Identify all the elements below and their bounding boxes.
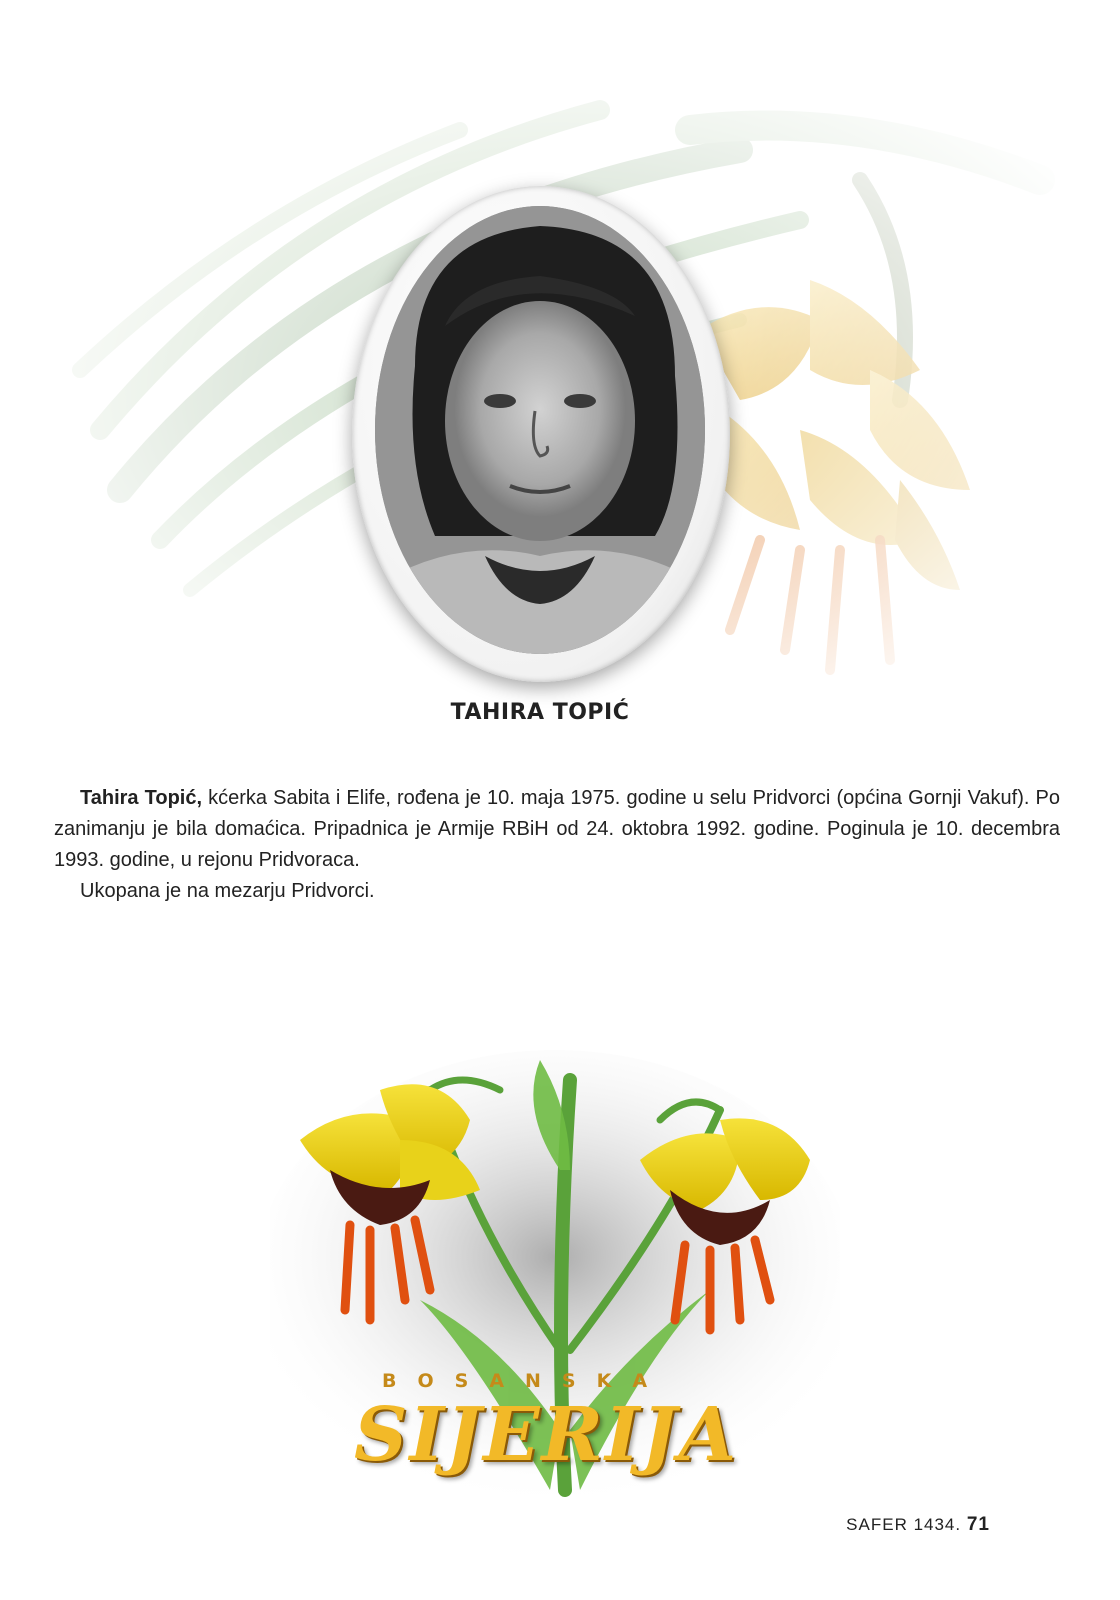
page-number: 71 [966,1514,990,1535]
bio-paragraph-1 [54,783,1060,876]
biography-text [54,783,1060,907]
page-title: TAHIRA TOPIĆ [450,700,630,725]
portrait-photo [375,206,705,654]
portrait-image [375,206,705,654]
logo-subtitle: BOSANSKA [382,1370,669,1392]
footer-label: SAFER 1434. [846,1515,962,1534]
bio-paragraph-2: Ukopana je na mezarju Pridvorci. [80,880,375,902]
bio-name: Tahira Topić, [80,787,203,809]
logo-title: SIJERIJA [354,1392,739,1478]
bio-text-1: kćerka Sabita i Elife, rođena je 10. maja 1975. godine u selu Pridvorci (općina Gornji Vakuf). Po zanimanju je bila domaćica. Pripadnica je Armije RBiH od 24. oktobra 1992. godine. Poginula je 10. decembra 1993. godine, u rejonu Pridvoraca. [54,787,1060,871]
page-footer [846,1514,990,1536]
